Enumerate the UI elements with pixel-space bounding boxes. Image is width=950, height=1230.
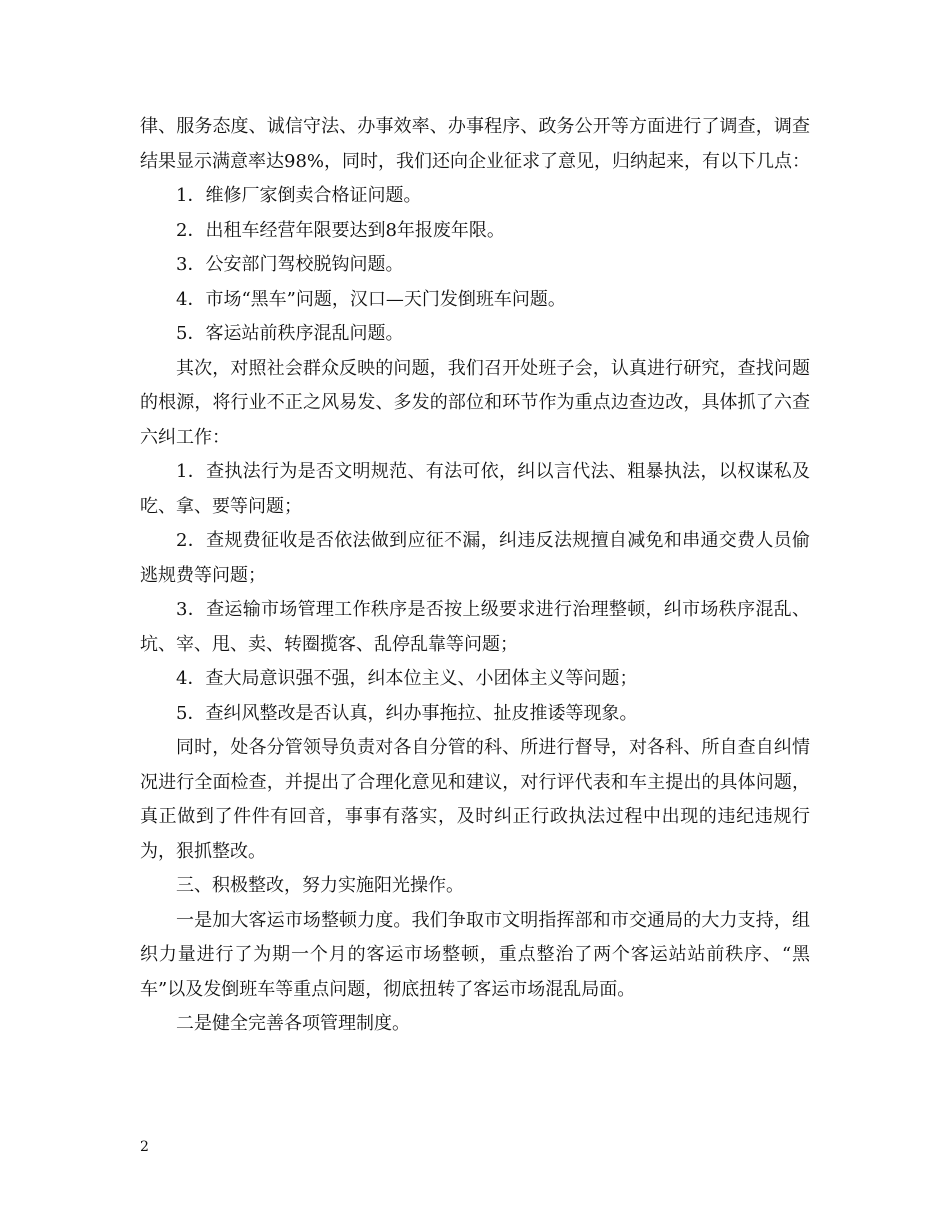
- paragraph-15: 一是加大客运市场整顿力度。我们争取市文明指挥部和市交通局的大力支持，组织力量进行了为期一个月的客运市场整顿，重点整治了两个客运站站前秩序、“黑车”以及发倒班车等重点问题，彻底扭转了客运市场混乱局面。: [140, 909, 810, 1000]
- paragraph-16: 二是健全完善各项管理制度。: [176, 1013, 410, 1034]
- paragraph-13: 同时，处各分管领导负责对各自分管的科、所进行督导，对各科、所自查自纠情况进行全面检查，并提出了合理化意见和建议，对行评代表和车主提出的具体问题，真正做到了件件有回音，事事有落实，及时纠正行政执法过程中出现的违纪违规行为，狠抓整改。: [140, 737, 810, 862]
- paragraph-9: 2．查规费征收是否依法做到应征不漏，纠违反法规擅自减免和串通交费人员偷逃规费等问题；: [140, 530, 810, 586]
- paragraph-3: 2．出租车经营年限要达到8年报废年限。: [176, 219, 505, 241]
- paragraph-6: 5．客运站前秩序混乱问题。: [176, 323, 404, 344]
- paragraph-2: 1．维修厂家倒卖合格证问题。: [176, 185, 422, 206]
- paragraph-4: 3．公安部门驾校脱钩问题。: [176, 254, 404, 275]
- page-number: 2: [140, 1139, 149, 1155]
- paragraph-12: 5．查纠风整改是否认真，纠办事拖拉、扯皮推诿等现象。: [176, 702, 638, 724]
- paragraph-14: 三、积极整改，努力实施阳光操作。: [176, 875, 464, 896]
- paragraph-7: 其次，对照社会群众反映的问题，我们召开处班子会，认真进行研究，查找问题的根源，将行业不正之风易发、多发的部位和环节作为重点边查边改，具体抓了六查六纠工作：: [140, 357, 810, 448]
- paragraph-1: 律、服务态度、诚信守法、办事效率、办事程序、政务公开等方面进行了调查，调查结果显示满意率达98%，同时，我们还向企业征求了意见，归纳起来，有以下几点：: [140, 116, 811, 172]
- paragraph-8: 1．查执法行为是否文明规范、有法可依，纠以言代法、粗暴执法，以权谋私及吃、拿、要等问题；: [140, 461, 810, 517]
- document-body: [140, 110, 810, 1042]
- paragraph-11: 4．查大局意识强不强，纠本位主义、小团体主义等问题；: [176, 668, 638, 689]
- paragraph-5: 4．市场“黑车”问题，汉口—天门发倒班车问题。: [176, 288, 566, 310]
- paragraph-10: 3．查运输市场管理工作秩序是否按上级要求进行治理整顿，纠市场秩序混乱、坑、宰、甩、卖、转圈揽客、乱停乱靠等问题；: [140, 599, 810, 655]
